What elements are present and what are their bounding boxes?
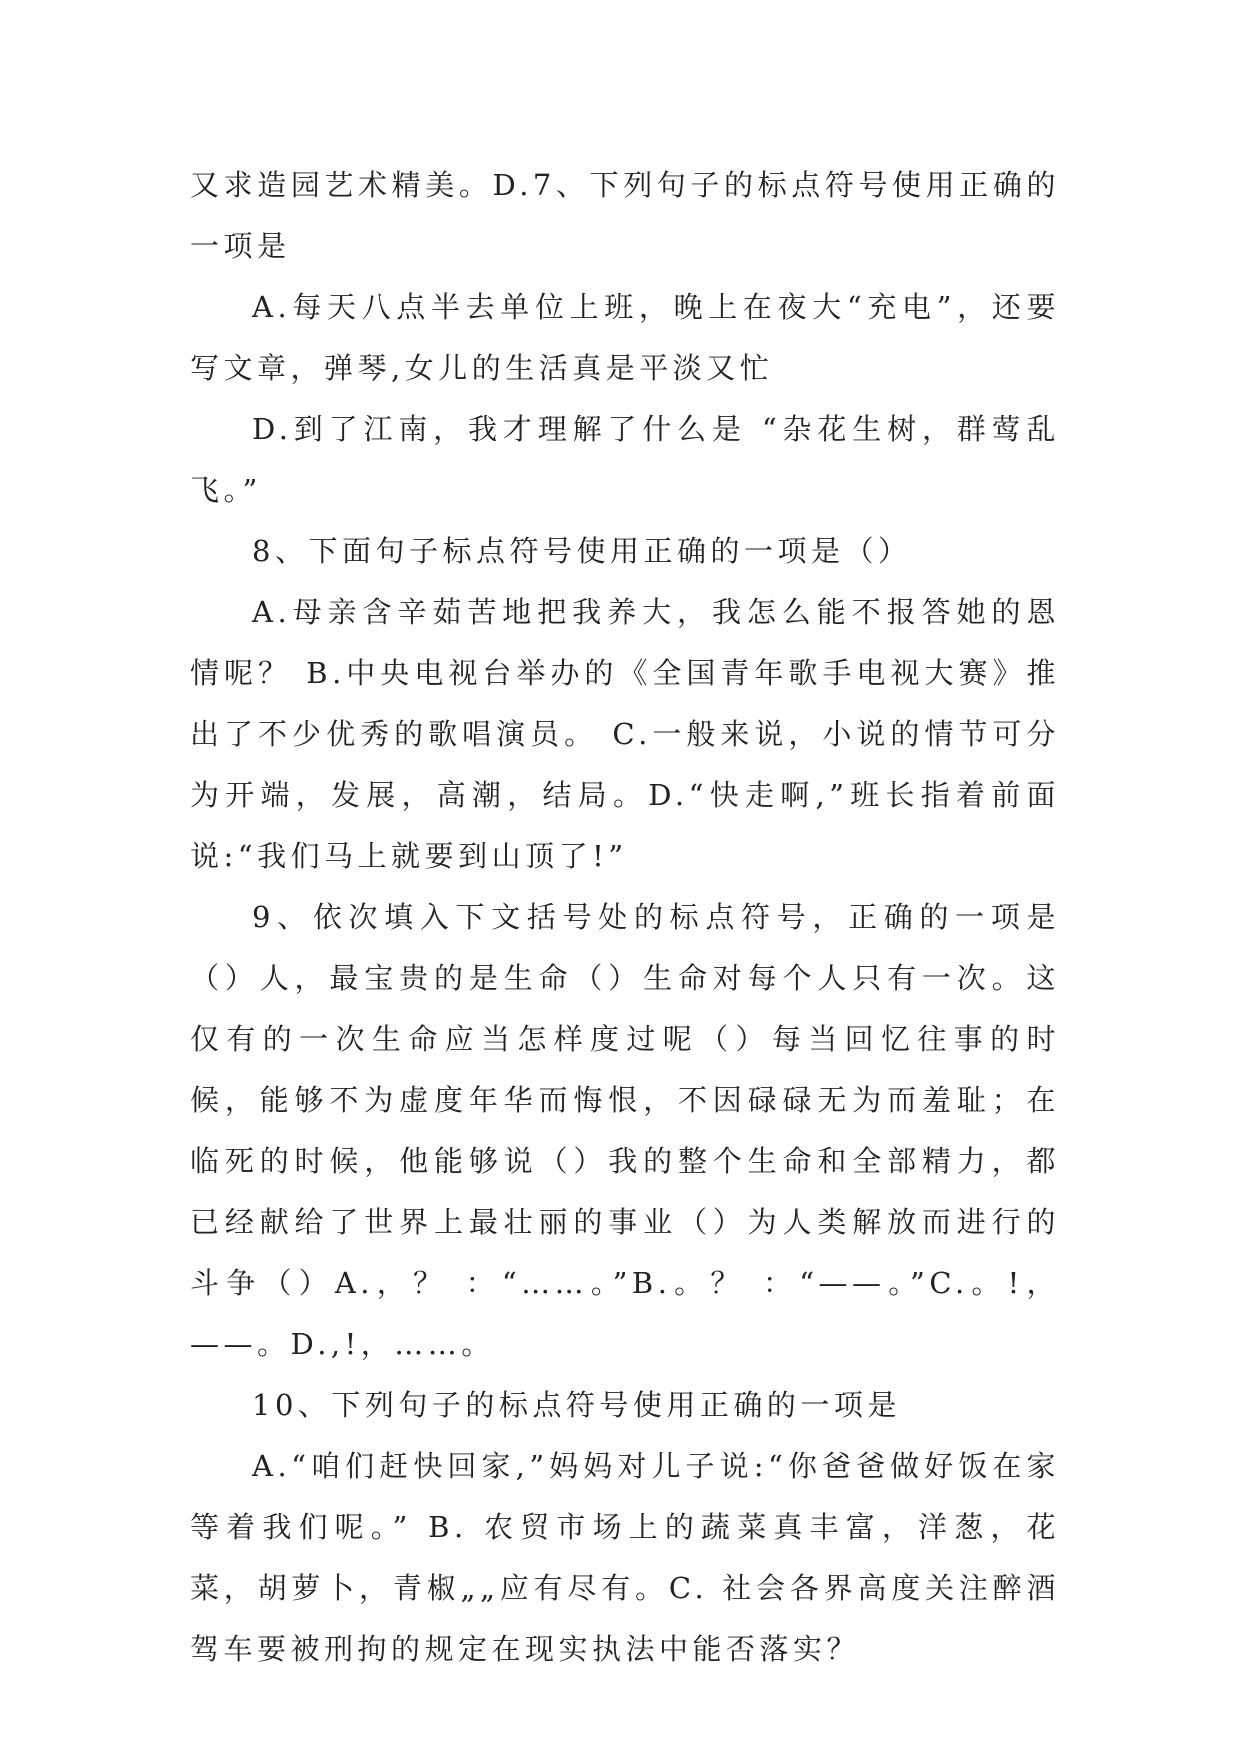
- question-8-stem: 8、下面句子标点符号使用正确的一项是（）: [252, 534, 912, 568]
- question-8-options: A.母亲含辛茹苦地把我养大，我怎么能不报答她的恩情呢？ B.中央电视台举办的《全国青年歌手电视大赛》推出了不少优秀的歌唱演员。 C.一般来说，小说的情节可分为开端，发展，高潮，结局。D.“快走啊,”班长指着前面说:“我们马上就要到山顶了!”: [190, 595, 1060, 873]
- question-10-options: A.“咱们赶快回家,”妈妈对儿子说:“你爸爸做好饭在家等着我们呢。” B. 农贸市场上的蔬菜真丰富，洋葱，花菜，胡萝卜，青椒„„应有尽有。C. 社会各界高度关注醉酒驾车要被刑拘的规定在现实执法中能否落实？: [190, 1449, 1060, 1666]
- paragraph-continuation: 又求造园艺术精美。D.7、下列句子的标点符号使用正确的一项是: [190, 168, 1060, 263]
- question-9: 9、依次填入下文括号处的标点符号，正确的一项是（）人，最宝贵的是生命（）生命对每个人只有一次。这仅有的一次生命应当怎样度过呢（）每当回忆往事的时候，能够不为虚度年华而悔恨，不因碌碌无为而羞耻；在临死的时候，他能够说（）我的整个生命和全部精力，都已经献给了世界上最壮丽的事业（）为人类解放而进行的斗争（）A.，？ ：“……。”B.。？ ：“——。”C.。!，——。D.,!，……。: [190, 900, 1060, 1361]
- question-7-option-d: D.到了江南，我才理解了什么是 “杂花生树，群莺乱飞。”: [190, 412, 1060, 507]
- question-10-stem: 10、下列句子的标点符号使用正确的一项是: [252, 1388, 901, 1422]
- question-7-option-a: A.每天八点半去单位上班，晚上在夜大“充电”，还要写文章，弹琴,女儿的生活真是平淡又忙: [190, 290, 1060, 385]
- document-body: [190, 155, 1060, 1680]
